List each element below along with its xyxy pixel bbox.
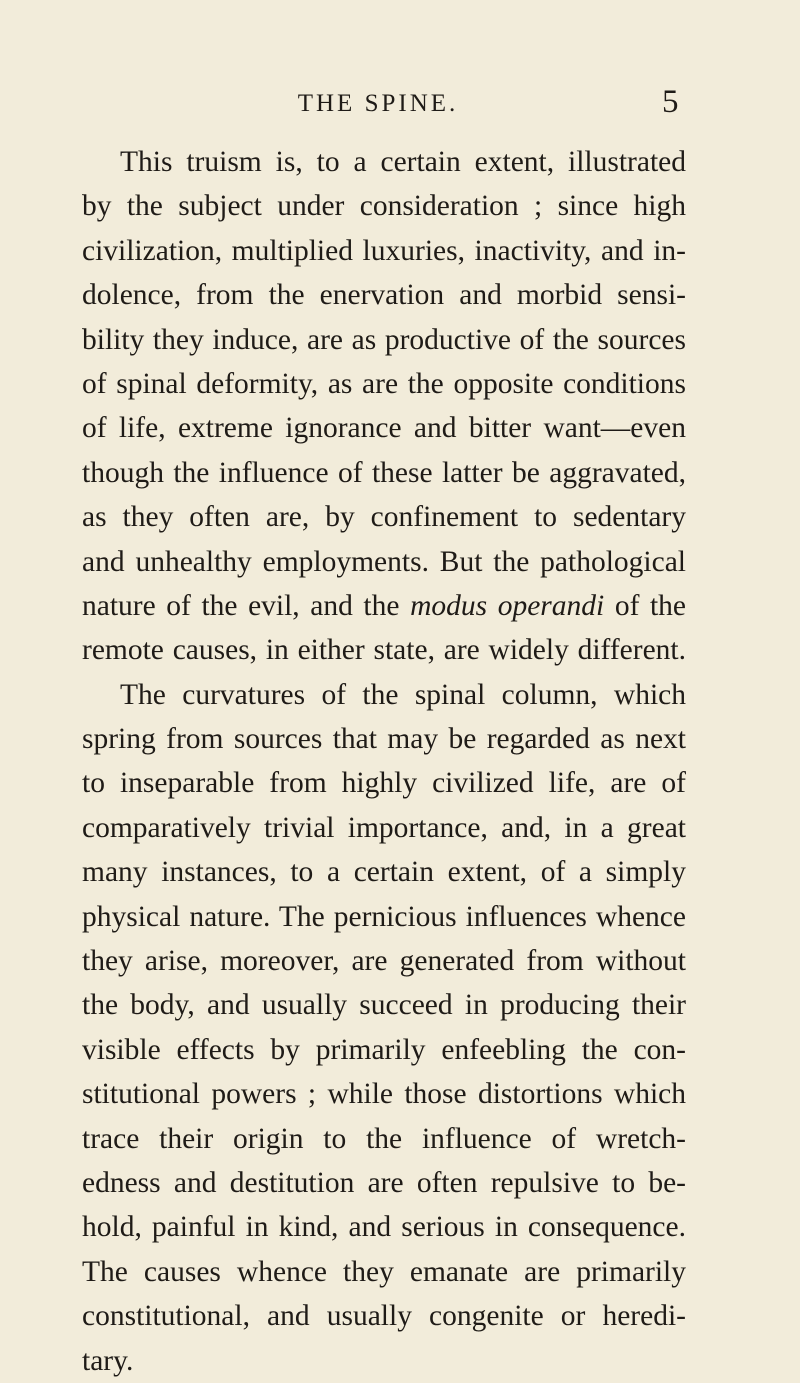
- text-line: visible effects by primarily enfeebling the con-: [82, 1033, 686, 1066]
- running-head: [0, 84, 800, 124]
- text-line-tail: of the: [614, 589, 687, 622]
- text-line: This truism is, to a certain extent, illustrated: [120, 146, 686, 178]
- text-line: to inseparable from highly civilized life, are of: [82, 767, 686, 800]
- text-line: physical nature. The pernicious influences whence: [82, 900, 686, 933]
- text-line: edness and destitution are often repulsive to be-: [82, 1166, 686, 1199]
- text-line: they arise, moreover, are generated from without: [82, 945, 686, 978]
- text-line: The causes whence they emanate are primarily: [82, 1255, 686, 1288]
- text-line: remote causes, in either state, are widely different.: [82, 634, 686, 667]
- text-line: dolence, from the enervation and morbid sensi-: [82, 279, 686, 312]
- text-line: as they often are, by confinement to sedentary: [82, 501, 686, 534]
- text-line: tary.: [82, 1344, 134, 1377]
- text-line: trace their origin to the influence of wretch-: [82, 1122, 686, 1155]
- page-number: 5: [662, 84, 679, 120]
- text-line: the body, and usually succeed in producing their: [82, 989, 686, 1022]
- text-line: by the subject under consideration ; since high: [82, 190, 686, 223]
- italic-phrase: modus operandi: [410, 589, 605, 622]
- text-line: of life, extreme ignorance and bitter want—even: [82, 412, 686, 445]
- text-line: though the influence of these latter be aggravated,: [82, 456, 686, 489]
- text-line: of spinal deformity, as are the opposite conditions: [82, 367, 686, 400]
- body-text: [82, 140, 686, 1383]
- text-line: bility they induce, are as productive of the sources: [82, 323, 686, 356]
- running-title: THE SPINE.: [297, 90, 459, 117]
- text-line: and unhealthy employments. But the pathological: [82, 545, 686, 578]
- text-line: hold, painful in kind, and serious in consequence.: [82, 1211, 686, 1244]
- text-line: comparatively trivial importance, and, in a great: [82, 811, 686, 844]
- text-line: constitutional, and usually congenite or heredi-: [82, 1300, 686, 1333]
- text-line: stitutional powers ; while those distortions which: [82, 1078, 686, 1111]
- text-line: The curvatures of the spinal column, which: [120, 678, 686, 711]
- text-line: civilization, multiplied luxuries, inactivity, and in-: [82, 234, 686, 267]
- text-line: many instances, to a certain extent, of a simply: [82, 856, 686, 889]
- text-line: spring from sources that may be regarded as next: [82, 723, 686, 756]
- text-line-lead: nature of the evil, and the: [82, 589, 400, 622]
- text-line-with-italic: [82, 584, 686, 628]
